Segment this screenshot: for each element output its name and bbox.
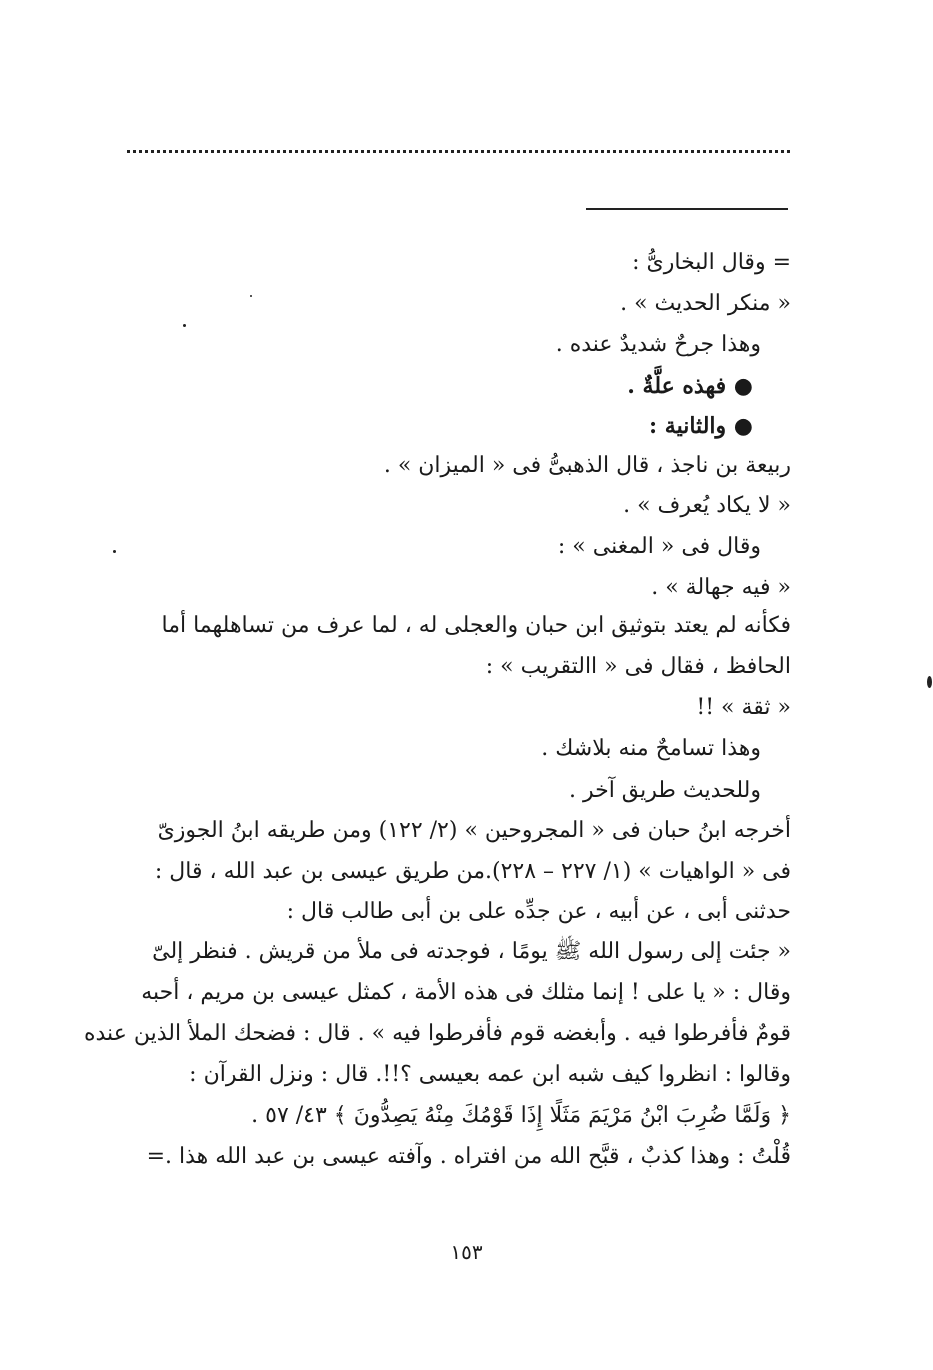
text-line-20: قومٌ فأفرطوا فيه . وأبغضه قوم فأفرطوا فيه » . قال : فضحك الملأ الذين عنده [83,1021,791,1046]
text-line-11: الحافظ ، فقال فى « االتقريب » : [485,654,791,679]
text-line-21: وقالوا : انظروا كيف شبه ابن عمه بعيسى ؟!!. قال : ونزل القرآن : [189,1062,791,1087]
text-line-15: أخرجه ابنُ حبان فى « المجروحين » (٢/ ١٢٢) ومن طريقه ابنُ الجوزىّ [157,818,791,843]
text-line-14: وللحديث طريق آخر . [568,778,761,803]
page-number: ١٥٣ [450,1240,483,1264]
text-line-12: « ثقة » !! [696,695,791,720]
text-line-17: حدثنى أبى ، عن أبيه ، عن جدِّه على بن أبى طالب قال : [286,899,791,924]
text-line-4: ● فهذه علَّةٌ . [627,373,753,399]
text-line-13: وهذا تسامحٌ منه بلاشك . [541,736,761,761]
text-line-18: « جئت إلى رسول الله ﷺ يومًا ، فوجدته فى ملأ من قريش . فنظر إلىّ [152,939,791,964]
text-line-5: ● والثانية : [649,413,753,439]
text-line-1: = وقال البخارىُّ : [632,250,791,275]
scan-speck [183,324,186,327]
text-line-3: وهذا جرحٌ شديدٌ عنده . [555,332,761,357]
text-line-19: وقال : « يا على ! إنما مثلك فى هذه الأمة ، كمثل عيسى بن مريم ، أحبه [141,980,791,1005]
text-line-9: « فيه جهالة » . [651,575,791,600]
text-line-8: وقال فى « المغنى » : [557,534,761,559]
text-line-23: قُلْتُ : وهذا كذبٌ ، قبَّح الله من افتراه . وآفته عيسى بن عبد الله هذا .= [146,1144,791,1169]
text-line-2: « منكر الحديث » . [620,291,791,316]
scan-speck [927,676,932,688]
text-line-16: فى « الواهيات » (١/ ٢٢٧ – ٢٢٨).من طريق عيسى بن عبد الله ، قال : [154,859,791,884]
scan-speck [113,550,116,553]
footnote-rule [586,208,788,210]
dotted-separator [127,150,790,153]
quran-verse-line: ﴿ وَلَمَّا ضُرِبَ ابْنُ مَرْيَمَ مَثَلًا إِذَا قَوْمُكَ مِنْهُ يَصِدُّونَ ﴾ ٤٣/ ٥٧ . [251,1103,791,1128]
text-line-10: فكأنه لم يعتد بتوثيق ابن حبان والعجلى له ، لما عرف من تساهلهما أما [161,613,791,638]
scan-speck [250,295,252,297]
text-line-7: « لا يكاد يُعرف » . [623,493,791,518]
text-line-6: ربيعة بن ناجذ ، قال الذهبىُّ فى « الميزان » . [383,453,791,478]
